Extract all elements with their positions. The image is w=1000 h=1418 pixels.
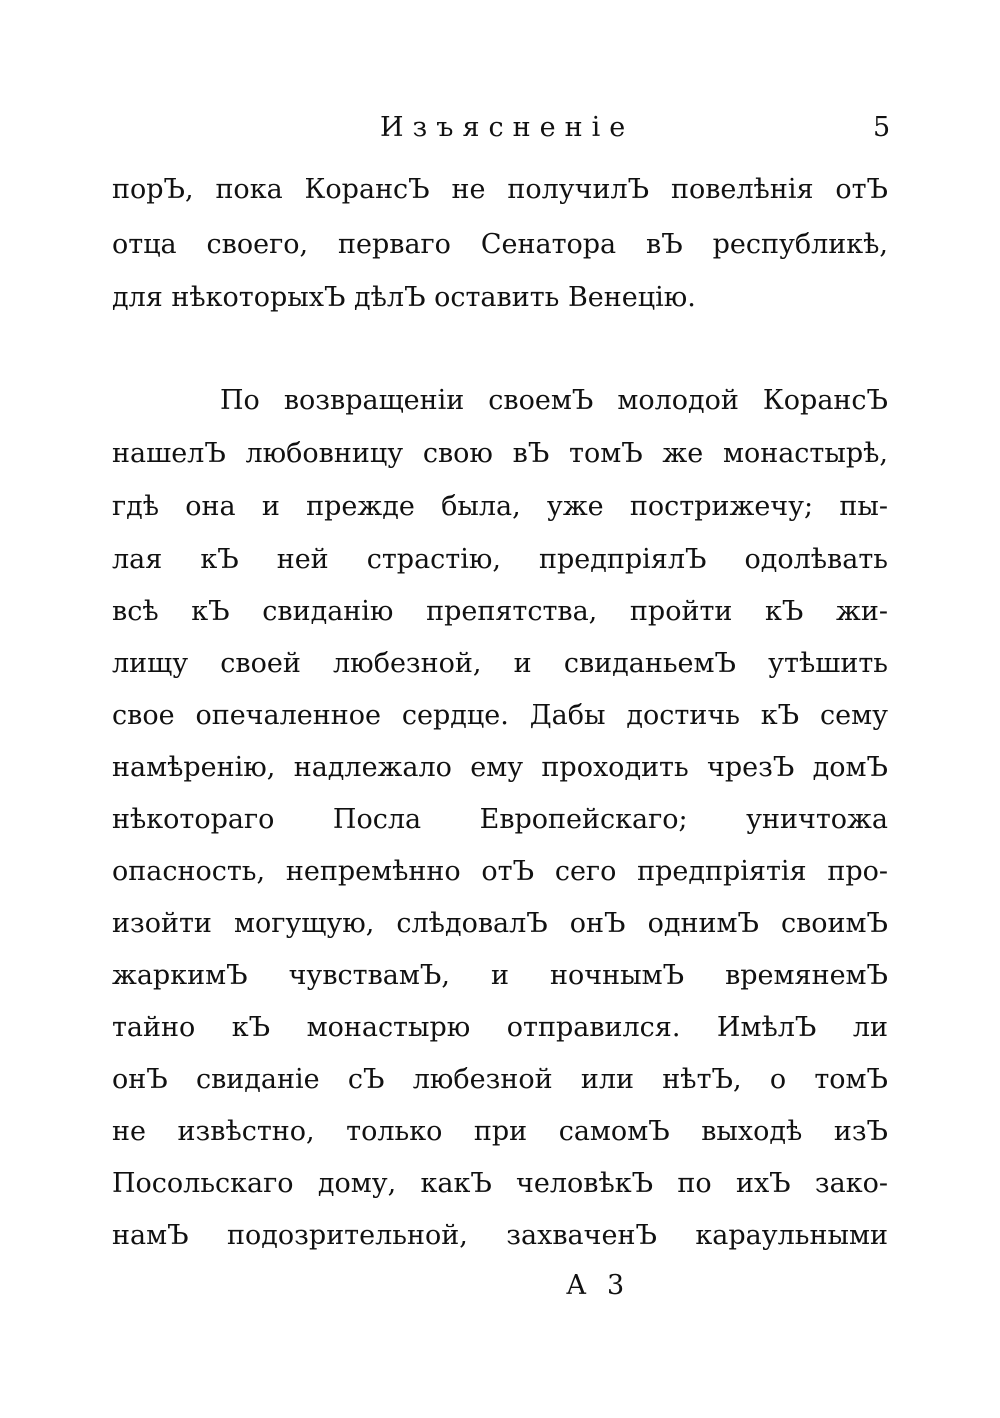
text-line: лая кЪ ней страстiю, предпрiялЪ одолѣвать [112,544,888,575]
page-number: 5 [873,112,891,143]
running-title: Изъясненiе [380,112,635,143]
text-line: для нѣкоторыхЪ дѣлЪ оставить Венецiю. [112,282,696,313]
text-line: не извѣстно, только при самомЪ выходѣ изЪ [112,1116,888,1147]
text-line: намЪ подозрительной, захваченЪ караульными [112,1220,888,1251]
text-line: намѣренiю, надлежало ему проходить чрезЪ домЪ [112,752,888,783]
text-line: тайно кЪ монастырю отправился. ИмѣлЪ ли [112,1012,888,1043]
text-line: гдѣ она и прежде была, уже пострижечу; пы- [112,491,888,522]
text-line: порЪ, пока КорансЪ не получилЪ повелѣнiя отЪ [112,174,888,205]
text-line: онЪ свиданiе сЪ любезной или нѣтЪ, о томЪ [112,1064,888,1095]
text-line: всѣ кЪ свиданiю препятства, пройти кЪ жи- [112,596,888,627]
text-line: По возвращенiи своемЪ молодой КорансЪ [220,385,888,416]
running-head [0,108,1000,148]
signature-mark: А 3 [566,1270,631,1301]
text-line: изойти могущую, слѣдовалЪ онЪ однимЪ своимЪ [112,908,888,939]
text-line: отца своего, перваго Сенатора вЪ республикѣ, [112,229,888,260]
text-line: нѣкотораго Посла Европейскаго; уничтожа [112,804,888,835]
text-line: жаркимЪ чувствамЪ, и ночнымЪ времянемЪ [112,960,888,991]
text-line: опасность, непремѣнно отЪ сего предпрiятiя про- [112,856,888,887]
text-line: лищу своей любезной, и свиданьемЪ утѣшить [112,648,888,679]
text-line: свое опечаленное сердце. Дабы достичь кЪ сему [112,700,888,731]
text-line: нашелЪ любовницу свою вЪ томЪ же монастырѣ, [112,438,888,469]
text-line: Посольскаго дому, какЪ человѣкЪ по ихЪ зако- [112,1168,888,1199]
